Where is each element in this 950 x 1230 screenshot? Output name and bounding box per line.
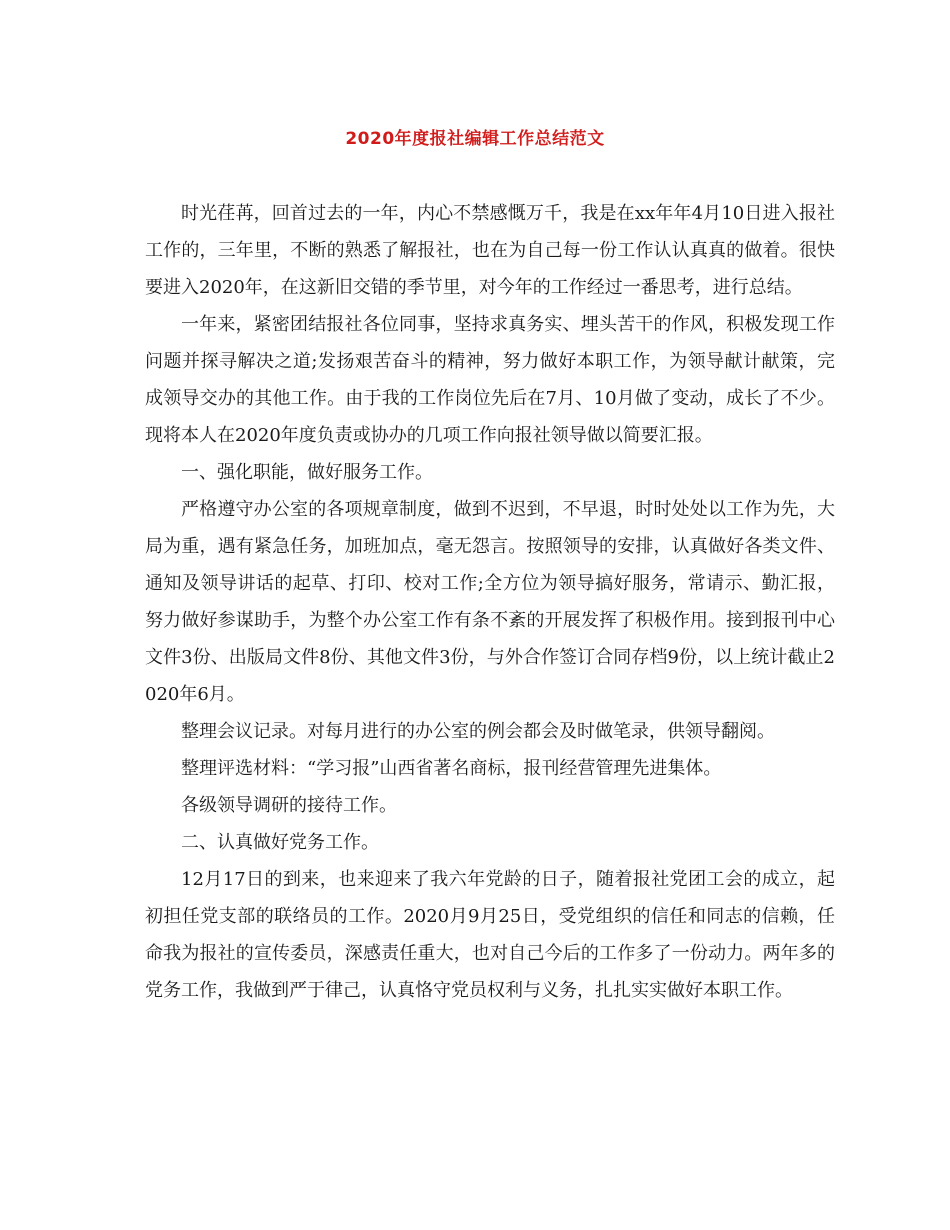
section-heading: 一、强化职能，做好服务工作。: [181, 462, 433, 483]
paragraph: 12月17日的到来，也来迎来了我六年党龄的日子，随着报社党团工会的成立，起初担任党支部的联络员的工作。2020月9月25日，受党组织的信任和同志的信赖，任命我为报社的宣传委员，深感责任重大，也对自己今后的工作多了一份动力。两年多的党务工作，我做到严于律己，认真恪守党员权利与义务，扎扎实实做好本职工作。: [145, 869, 835, 1001]
document-title: 2020年度报社编辑工作总结范文: [345, 129, 605, 149]
paragraph: 一年来，紧密团结报社各位同事，坚持求真务实、埋头苦干的作风，积极发现工作问题并探寻解决之道;发扬艰苦奋斗的精神，努力做好本职工作，为领导献计献策，完成领导交办的其他工作。由于我的工作岗位先后在7月、10月做了变动，成长了不少。现将本人在2020年度负责或协办的几项工作向报社领导做以简要汇报。: [145, 314, 835, 446]
paragraph: 时光荏苒，回首过去的一年，内心不禁感慨万千，我是在xx年年4月10日进入报社工作的，三年里，不断的熟悉了解报社，也在为自己每一份工作认认真真的做着。很快要进入2020年，在这新旧交错的季节里，对今年的工作经过一番思考，进行总结。: [145, 203, 835, 298]
paragraph: 各级领导调研的接待工作。: [181, 795, 397, 816]
paragraph: 整理评选材料：“学习报”山西省著名商标，报刊经营管理先进集体。: [181, 758, 722, 779]
paragraph: 严格遵守办公室的各项规章制度，做到不迟到，不早退，时时处处以工作为先，大局为重，遇有紧急任务，加班加点，毫无怨言。按照领导的安排，认真做好各类文件、通知及领导讲话的起草、打印、校对工作;全方位为领导搞好服务，常请示、勤汇报，努力做好参谋助手，为整个办公室工作有条不紊的开展发挥了积极作用。接到报刊中心文件3份、出版局文件8份、其他文件3份，与外合作签订合同存档9份，以上统计截止2020年6月。: [145, 499, 835, 705]
document-body: [145, 195, 835, 1009]
section-heading: 二、认真做好党务工作。: [181, 832, 379, 853]
paragraph: 整理会议记录。对每月进行的办公室的例会都会及时做笔录，供领导翻阅。: [181, 721, 775, 742]
